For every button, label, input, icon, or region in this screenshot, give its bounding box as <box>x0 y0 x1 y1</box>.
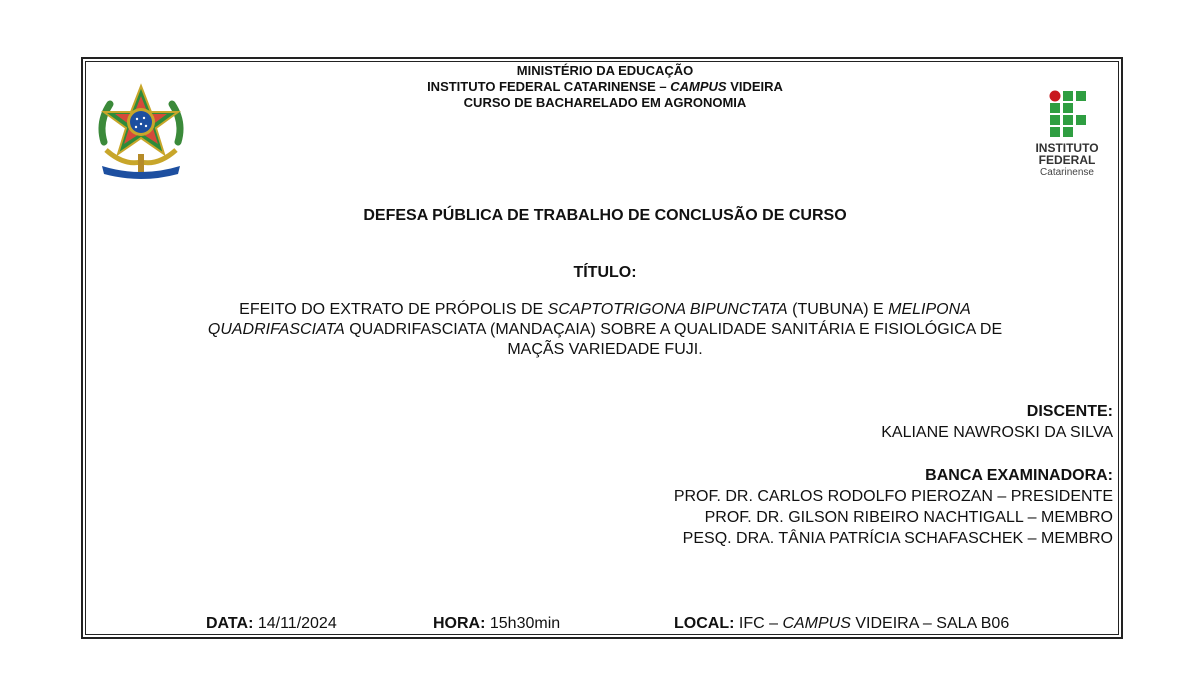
location-campus: CAMPUS <box>782 615 851 632</box>
titulo-label: TÍTULO: <box>573 264 637 281</box>
banca-label: BANCA EXAMINADORA: <box>925 467 1113 484</box>
thesis-title-species1: SCAPTOTRIGONA BIPUNCTATA <box>547 301 788 318</box>
thesis-title-part2: (TUBUNA) E <box>787 301 889 318</box>
defesa-title: DEFESA PÚBLICA DE TRABALHO DE CONCLUSÃO DE CURSO <box>363 207 847 224</box>
logo-text-federal: FEDERAL <box>1038 153 1096 167</box>
logo-text-catarinense: Catarinense <box>1040 167 1094 178</box>
thesis-title <box>190 300 1020 360</box>
banca-member: PROF. DR. GILSON RIBEIRO NACHTIGALL – MEMBRO <box>704 509 1113 526</box>
date-value: 14/11/2024 <box>253 615 337 632</box>
location-post: VIDEIRA – SALA B06 <box>850 615 1010 632</box>
header-institute-pre: INSTITUTO FEDERAL CATARINENSE – <box>427 79 671 94</box>
thesis-title-species2: MELIPONA QUADRIFASCIATA <box>207 301 971 338</box>
footer-date <box>206 615 337 633</box>
thesis-title-part1: EFEITO DO EXTRATO DE PRÓPOLIS DE <box>239 301 548 318</box>
footer-location <box>674 615 1009 633</box>
instituto-federal-logo <box>1026 90 1108 185</box>
banca-members <box>674 486 1113 549</box>
banca-member: PESQ. DRA. TÂNIA PATRÍCIA SCHAFASCHEK – MEMBRO <box>682 530 1113 547</box>
header-institute-campus: CAMPUS <box>670 79 727 94</box>
header-institute-post: VIDEIRA <box>726 79 783 94</box>
footer-time <box>433 615 560 633</box>
instituto-federal-squares-icon <box>1049 90 1087 138</box>
thesis-title-part3: QUADRIFASCIATA (MANDAÇAIA) SOBRE A QUALIDADE SANITÁRIA E FISIOLÓGICA DE MAÇÃS VARIEDADE FUJI. <box>344 321 1003 358</box>
discente-name: KALIANE NAWROSKI DA SILVA <box>881 424 1113 441</box>
document-header <box>300 63 910 111</box>
time-value: 15h30min <box>485 615 561 632</box>
location-label: LOCAL: <box>674 615 735 632</box>
banca-member: PROF. DR. CARLOS RODOLFO PIEROZAN – PRESIDENTE <box>673 488 1113 505</box>
time-label: HORA: <box>433 615 486 632</box>
brazil-coat-of-arms-icon <box>94 82 188 180</box>
location-pre: IFC – <box>734 615 783 632</box>
header-ministry: MINISTÉRIO DA EDUCAÇÃO <box>516 63 694 78</box>
header-institute <box>300 79 910 95</box>
header-course: CURSO DE BACHARELADO EM AGRONOMIA <box>463 95 747 110</box>
date-label: DATA: <box>206 615 254 632</box>
logo-text-instituto: INSTITUTO <box>1035 141 1099 155</box>
discente-label: DISCENTE: <box>1026 403 1113 420</box>
